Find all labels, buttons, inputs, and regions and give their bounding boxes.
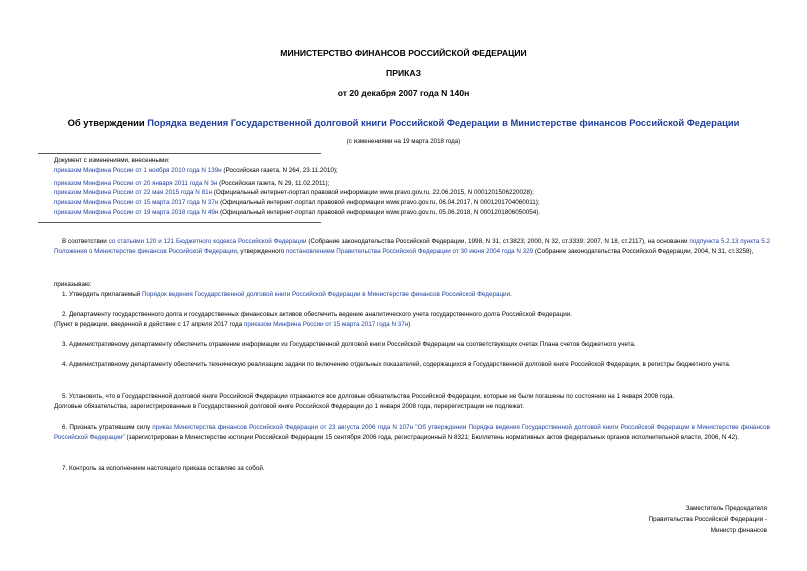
amendment-source: (Российская газета, N 264, 23.11.2010); — [221, 167, 338, 174]
government-decree-link[interactable]: постановлением Правительства Российской Федерации от 30 июня 2004 года N 329 — [286, 247, 534, 255]
order-item-note-text: ) — [408, 321, 411, 328]
preamble-text: , утвержденного — [236, 247, 286, 255]
amendment-link[interactable]: приказом Минфина России от 15 марта 2017 года N 37н — [54, 199, 219, 206]
regulation-link[interactable]: подпункта 5.2.13 пункта 5.2 Положения о Министерстве финансов Российской Федерации — [54, 238, 770, 255]
budget-code-link[interactable]: со статьями 120 и 121 Бюджетного кодекса Российской Федерации — [108, 238, 307, 245]
order-item-7: 7. Контроль за исполнением настоящего приказа оставляю за собой. — [62, 465, 265, 472]
order-item-5-line-2: Долговые обязательства, зарегистрированные в Государственной долговой книге Российской Федерации до 1 января 2008 года, перерегистрации не подлежат. — [54, 403, 524, 410]
signature-line: Заместитель Председателя — [685, 505, 767, 512]
amendments-top-divider — [38, 153, 321, 154]
title-prefix: Об утверждении — [67, 117, 148, 128]
order-item-note-text: (Пункт в редакции, введенной в действие с 17 апреля 2017 года — [54, 321, 244, 328]
amendment-source: (Официальный интернет-портал правовой информации www.pravo.gov.ru, 06.04.2017, N 0001201704060011); — [218, 199, 540, 206]
order-item-2-note — [54, 322, 410, 328]
amendment-link[interactable]: приказом Минфина России от 20 января 2011 года N 3н — [54, 180, 218, 187]
order-item-text: 6. Признать утратившим силу — [62, 424, 153, 431]
order-word: приказываю: — [54, 281, 92, 288]
amendment-item — [54, 181, 329, 187]
document-title — [0, 117, 807, 128]
repealed-order-link[interactable]: приказ Министерства финансов Российской Федерации от 23 августа 2006 года N 107н "Об утверждении Порядка ведения Государственной долговой книги Российской Федерации в Министерстве финансов Российской Федерации" — [54, 424, 770, 441]
title-link[interactable]: Порядка ведения Государственной долговой книги Российской Федерации в Министерстве финансов Российской Федерации — [147, 117, 740, 128]
order-item-text: (зарегистрирован в Министерстве юстиции Российской Федерации 15 сентября 2006 года, регистрационный N 8321; Бюллетень нормативных актов федеральных органов исполнительной власти, 2006, N 42). — [124, 433, 740, 441]
amendment-link[interactable]: приказом Минфина России от 22 мая 2015 года N 81н — [54, 189, 213, 196]
order-procedure-link[interactable]: Порядок ведения Государственной долговой книги Российской Федерации в Министерстве финансов Российской Федерации — [142, 291, 511, 298]
order-item-2: 2. Департаменту государственного долга и государственных финансовых активов обеспечить ведение аналитического учета государственного долга Российской Федерации. — [62, 311, 573, 318]
signature-block — [649, 503, 767, 536]
amendments-intro: Документ с изменениями, внесенными: — [54, 157, 170, 164]
preamble-text: (Собрание законодательства Российской Федерации, 2004, N 31, ст.3258), — [533, 247, 754, 255]
order-item-1 — [62, 292, 512, 298]
amendment-item — [54, 210, 540, 216]
order-item-text: . — [510, 291, 512, 298]
order-item-5-line-1: 5. Установить, что в Государственной долговой книге Российской Федерации отражаются все долговые обязательства Российской Федерации, которые не были погашены по состоянию на 1 января 2008 года. — [62, 393, 675, 400]
date-number-heading: от 20 декабря 2007 года N 140н — [337, 88, 470, 98]
amendment-source: (Официальный интернет-портал правовой информации www.pravo.gov.ru, 05.06.2018, N 0001201806050054). — [218, 209, 541, 216]
doc-type-heading: ПРИКАЗ — [386, 68, 421, 78]
revision-note: (с изменениями на 19 марта 2018 года) — [346, 138, 461, 145]
ministry-heading: МИНИСТЕРСТВО ФИНАНСОВ РОССИЙСКОЙ ФЕДЕРАЦИИ — [280, 48, 527, 58]
preamble-text: В соответствии — [62, 238, 109, 245]
amendment-item — [54, 168, 338, 174]
amendments-bottom-divider — [38, 222, 321, 223]
preamble-text: (Собрание законодательства Российской Федерации, 1998, N 31, ст.3823; 2000, N 32, ст.3339; 2007, N 18, ст.2117), на основании — [306, 238, 690, 245]
amendment-item — [54, 190, 534, 196]
order-item-4-text: 4. Административному департаменту обеспечить техническую реализацию задачи по включению отдельных показателей, содержащихся в Государственной долговой книге Российской Федерации, в регистры бюджетного учета. — [62, 361, 731, 368]
amendment-link[interactable]: приказом Минфина России от 19 марта 2018 года N 49н — [54, 209, 219, 216]
preamble-paragraph — [54, 237, 770, 257]
amendment-source: (Официальный интернет-портал правовой информации www.pravo.gov.ru, 22.06.2015, N 0001201506220028); — [212, 189, 534, 196]
amendment-item — [54, 200, 540, 206]
signature-line: Правительства Российской Федерации - — [648, 516, 767, 523]
order-item-3: 3. Административному департаменту обеспечить отражение информации из Государственной долговой книги Российской Федерации на соответствующих счетах Плана счетов бюджетного учета. — [62, 341, 636, 348]
amendment-source: (Российская газета, N 29, 11.02.2011); — [217, 180, 330, 187]
order-item-text: 1. Утвердить прилагаемый — [62, 291, 143, 298]
amendment-link[interactable]: приказом Минфина России от 1 ноября 2010 года N 139н — [54, 167, 222, 174]
order-item-note-link[interactable]: приказом Минфина России от 15 марта 2017 года N 37н — [243, 321, 409, 328]
order-item-6 — [54, 423, 770, 443]
signature-line: Министр финансов — [710, 527, 767, 534]
order-item-4 — [54, 360, 770, 370]
